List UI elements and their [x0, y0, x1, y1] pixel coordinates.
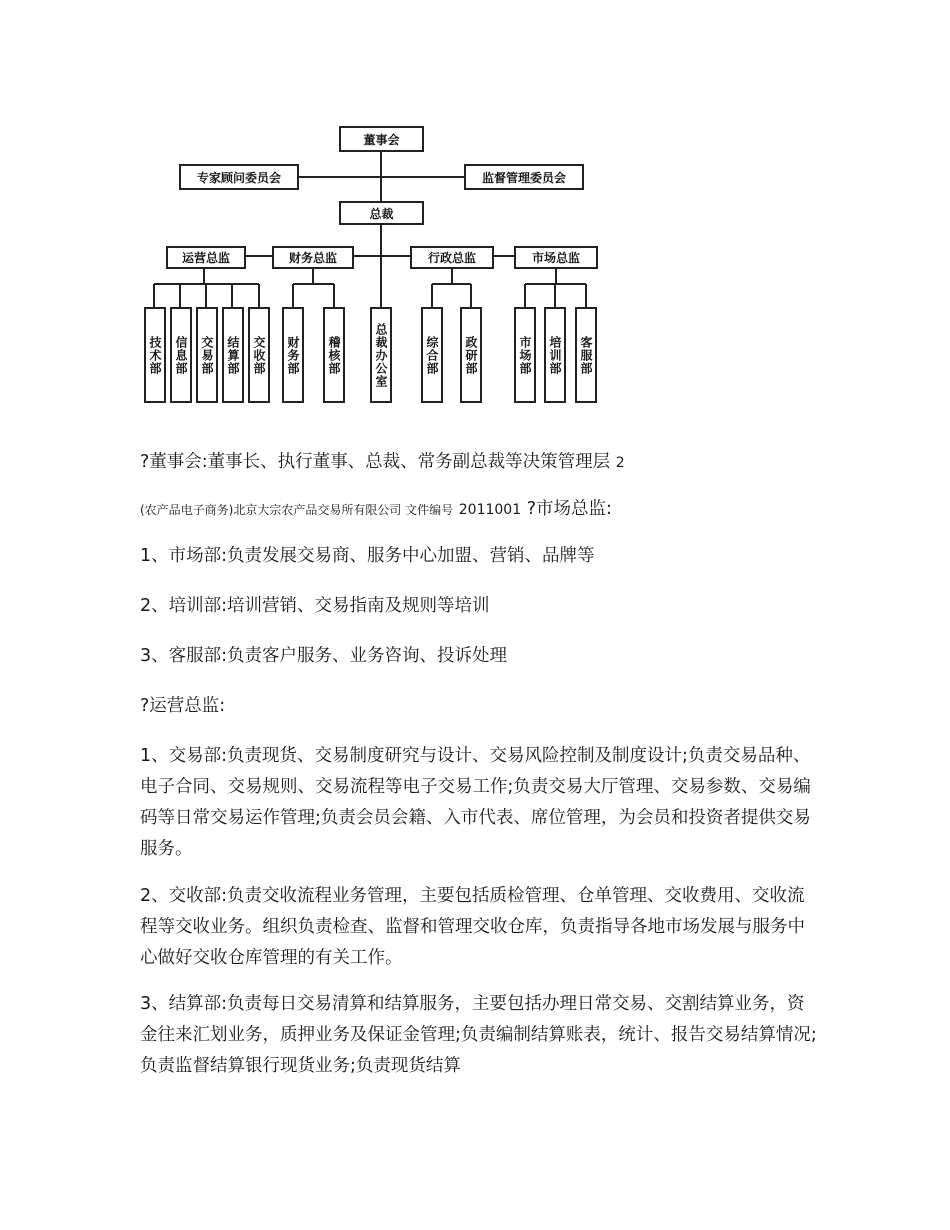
document-number: 2011001: [458, 502, 522, 518]
box-admin-director: 行政总监: [410, 246, 494, 269]
box-supervisory-committee: 监督管理委员会: [464, 164, 584, 190]
box-market-dept: 市场部: [514, 307, 536, 403]
box-general-dept: 综合部: [421, 307, 443, 403]
box-audit-dept: 稽核部: [323, 307, 345, 403]
operations-heading: ?运营总监:: [140, 696, 226, 716]
market-director-heading: ?市场总监:: [526, 499, 612, 519]
box-delivery-dept: 交收部: [248, 307, 270, 403]
org-chart: [138, 118, 608, 413]
header-meta-line: [140, 494, 840, 526]
box-president-office: 总裁办公室: [370, 307, 392, 403]
operations-item-2: 2、交收部:负责交收流程业务管理，主要包括质检管理、仓单管理、交收费用、交收流程等交收业务。组织负责检查、监督和管理交收仓库，负责指导各地市场发展与服务中心做好交收仓库管理的有关工作。: [140, 886, 805, 968]
box-service-dept: 客服部: [575, 307, 597, 403]
box-trade-dept: 交易部: [196, 307, 218, 403]
box-training-dept: 培训部: [544, 307, 566, 403]
box-advisory-committee: 专家顾问委员会: [179, 164, 299, 190]
market-item-2: 2、培训部:培训营销、交易指南及规则等培训: [140, 596, 490, 616]
box-market-director: 市场总监: [514, 246, 598, 269]
operations-item-3: 3、结算部:负责每日交易清算和结算服务，主要包括办理日常交易、交割结算业务，资金往来汇划业务，质押业务及保证金管理;负责编制结算账表，统计、报告交易结算情况;负责监督结算银行现货业务;负责现货结算: [140, 994, 817, 1076]
market-item-1: 1、市场部:负责发展交易商、服务中心加盟、营销、品牌等: [140, 546, 595, 566]
box-finance-director: 财务总监: [272, 246, 354, 269]
box-tech-dept: 技术部: [144, 307, 166, 403]
box-president: 总裁: [339, 201, 424, 225]
board-description: ?董事会:董事长、执行董事、总裁、常务副总裁等决策管理层: [140, 452, 611, 472]
box-policy-dept: 政研部: [460, 307, 482, 403]
box-board: 董事会: [339, 126, 424, 152]
page-number: 2: [615, 455, 625, 471]
operations-item-1: 1、交易部:负责现货、交易制度研究与设计、交易风险控制及制度设计;负责交易品种、电子合同、交易规则、交易流程等电子交易工作;负责交易大厅管理、交易参数、交易编码等日常交易运作管理;负责会员会籍、入市代表、席位管理，为会员和投资者提供交易服务。: [140, 746, 811, 859]
market-item-3: 3、客服部:负责客户服务、业务咨询、投诉处理: [140, 646, 508, 666]
box-info-dept: 信息部: [170, 307, 192, 403]
box-settle-dept: 结算部: [222, 307, 244, 403]
board-line: [140, 447, 820, 479]
box-finance-dept: 财务部: [282, 307, 304, 403]
box-operations-director: 运营总监: [166, 246, 246, 269]
company-header: (农产品电子商务)北京大宗农产品交易所有限公司 文件编号: [140, 503, 454, 517]
